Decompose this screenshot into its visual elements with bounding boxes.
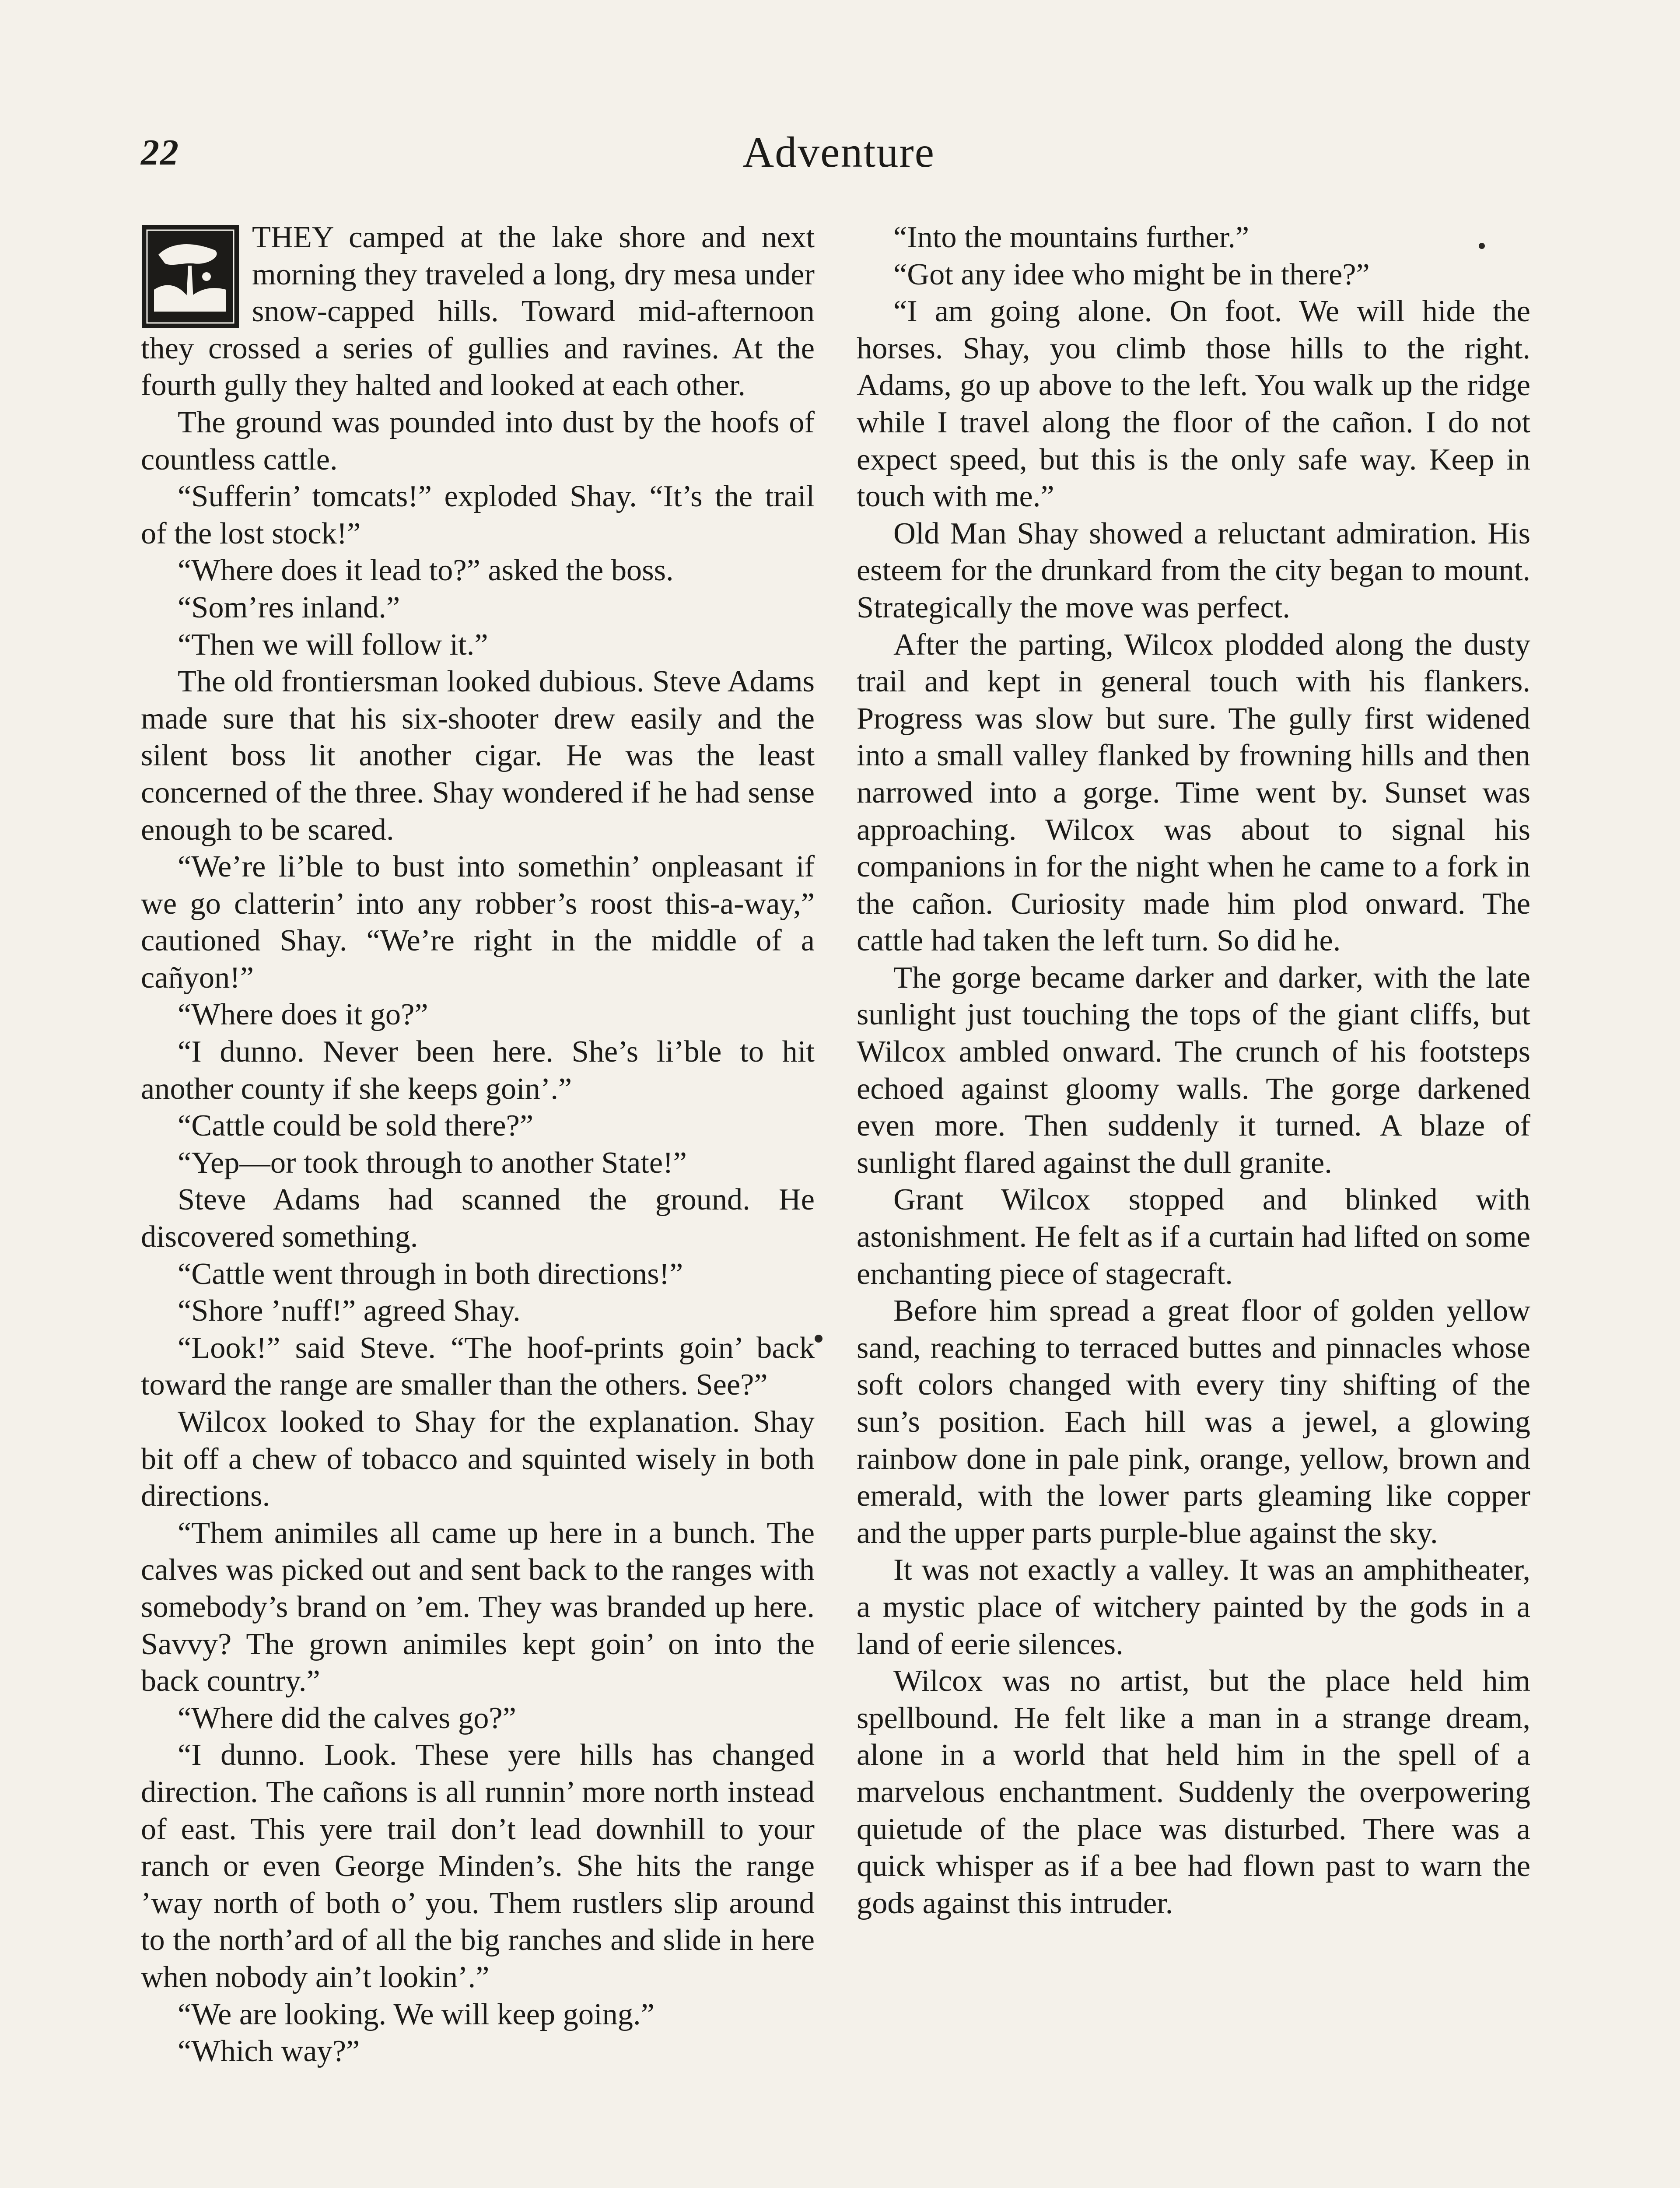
page-title: Adventure [742, 128, 935, 176]
paragraph: “Where does it go?” [178, 997, 428, 1032]
paragraph: “I dunno. Look. These yere hills has changed direction. The cañons is all runnin’ more north instead of east. This yere trail don’t lead downhill to your ranch or even George Minden’s. She hits the range ’way north of both o’ you. Them rustlers slip around to the north’ard of all the big ranches and slide in here when nobody ain’t lookin’.” [141, 1738, 815, 1994]
paragraph: “I dunno. Never been here. She’s li’ble to hit another county if she keeps goin’.” [141, 1034, 815, 1106]
page-number: 22 [141, 132, 179, 173]
paragraph: “Cattle went through in both directions!” [178, 1256, 683, 1291]
right-column [857, 219, 1530, 1922]
paragraph: THEY camped at the lake shore and next morning they traveled a long, dry mesa under snow-capped hills. Toward mid-afternoon they crossed a series of gullies and ravines. At the fourth gully they halted and looked at each other. [141, 220, 815, 403]
paragraph: “Yep—or took through to another State!” [178, 1145, 687, 1180]
paragraph: “Then we will follow it.” [178, 627, 488, 662]
print-speck [815, 1335, 822, 1343]
paragraph: “I am going alone. On foot. We will hide the horses. Shay, you climb those hills to the right. Adams, go up above to the left. You walk up the ridge while I travel along the floor of the cañon. I do not expect speed, but this is the only safe way. Keep in touch with me.” [857, 294, 1530, 514]
paragraph: “Where does it lead to?” asked the boss. [178, 553, 674, 588]
paragraph: Wilcox looked to Shay for the explanation. Shay bit off a chew of tobacco and squinted wisely in both directions. [141, 1405, 815, 1513]
paragraph: After the parting, Wilcox plodded along the dusty trail and kept in general touch with his flankers. Progress was slow but sure. The gully first widened into a small valley flanked by frowning hills and then narrowed into a gorge. Time went by. Sunset was approaching. Wilcox was about to signal his companions in for the night when he came to a fork in the cañon. Curiosity made him plod onward. The cattle had taken the left turn. So did he. [857, 627, 1530, 958]
paragraph: The gorge became darker and darker, with the late sunlight just touching the tops of the giant cliffs, but Wilcox ambled onward. The crunch of his footsteps echoed against gloomy walls. The gorge darkened even more. Then suddenly it turned. A blaze of sunlight flared against the dull granite. [857, 960, 1530, 1180]
paragraph: “Which way?” [178, 2034, 360, 2069]
left-column [141, 219, 815, 2070]
paragraph: The old frontiersman looked dubious. Steve Adams made sure that his six-shooter drew easily and the silent boss lit another cigar. He was the least concerned of the three. Shay wondered if he had sense enough to be scared. [141, 664, 815, 847]
paragraph: “We are looking. We will keep going.” [178, 1997, 654, 2031]
paragraph: Before him spread a great floor of golden yellow sand, reaching to terraced buttes and pinnacles whose soft colors changed with every tiny shifting of the sun’s position. Each hill was a jewel, a glowing rainbow done in pale pink, orange, yellow, brown and emerald, with the lower parts gleaming like copper and the upper parts purple-blue against the sky. [857, 1294, 1530, 1550]
paragraph: “Into the mountains further.” [893, 220, 1250, 254]
paragraph: Grant Wilcox stopped and blinked with astonishment. He felt as if a curtain had lifted on some enchanting piece of stagecraft. [857, 1182, 1530, 1291]
paragraph: Steve Adams had scanned the ground. He discovered something. [141, 1182, 815, 1254]
paragraph: It was not exactly a valley. It was an amphitheater, a mystic place of witchery painted by the gods in a land of eerie silences. [857, 1553, 1530, 1661]
paragraph: “We’re li’ble to bust into somethin’ onpleasant if we go clatterin’ into any robber’s roost this-a-way,” cautioned Shay. “We’re right in the middle of a cañyon!” [141, 849, 815, 995]
paragraph: “Sufferin’ tomcats!” exploded Shay. “It’s the trail of the lost stock!” [141, 479, 815, 551]
paragraph: “Got any idee who might be in there?” [893, 257, 1370, 291]
paragraph: The ground was pounded into dust by the hoofs of countless cattle. [141, 405, 815, 477]
drop-cap-ornament [141, 224, 240, 329]
paragraph: Wilcox was no artist, but the place held him spellbound. He felt like a man in a strange dream, alone in a world that held him in the spell of a marvelous enchantment. Suddenly the overpowering quietude of the place was disturbed. There was a quick whisper as if a bee had flown past to warn the gods against this intruder. [857, 1664, 1530, 1920]
paragraph: “Shore ’nuff!” agreed Shay. [178, 1294, 521, 1328]
running-header [141, 127, 1536, 193]
paragraph: “Them animiles all came up here in a bunch. The calves was picked out and sent back to the ranges with somebody’s brand on ’em. They was branded up here. Savvy? The grown animiles kept goin’ on into the back country.” [141, 1515, 815, 1698]
print-speck [1479, 243, 1485, 249]
paragraph: Old Man Shay showed a reluctant admiration. His esteem for the drunkard from the city began to mount. Strategically the move was perfect. [857, 516, 1530, 624]
paragraph: “Look!” said Steve. “The hoof-prints goin’ back toward the range are smaller than the others. See?” [141, 1330, 815, 1402]
paragraph: “Where did the calves go?” [178, 1701, 516, 1735]
paragraph: “Cattle could be sold there?” [178, 1108, 534, 1143]
paragraph: “Som’res inland.” [178, 590, 400, 624]
